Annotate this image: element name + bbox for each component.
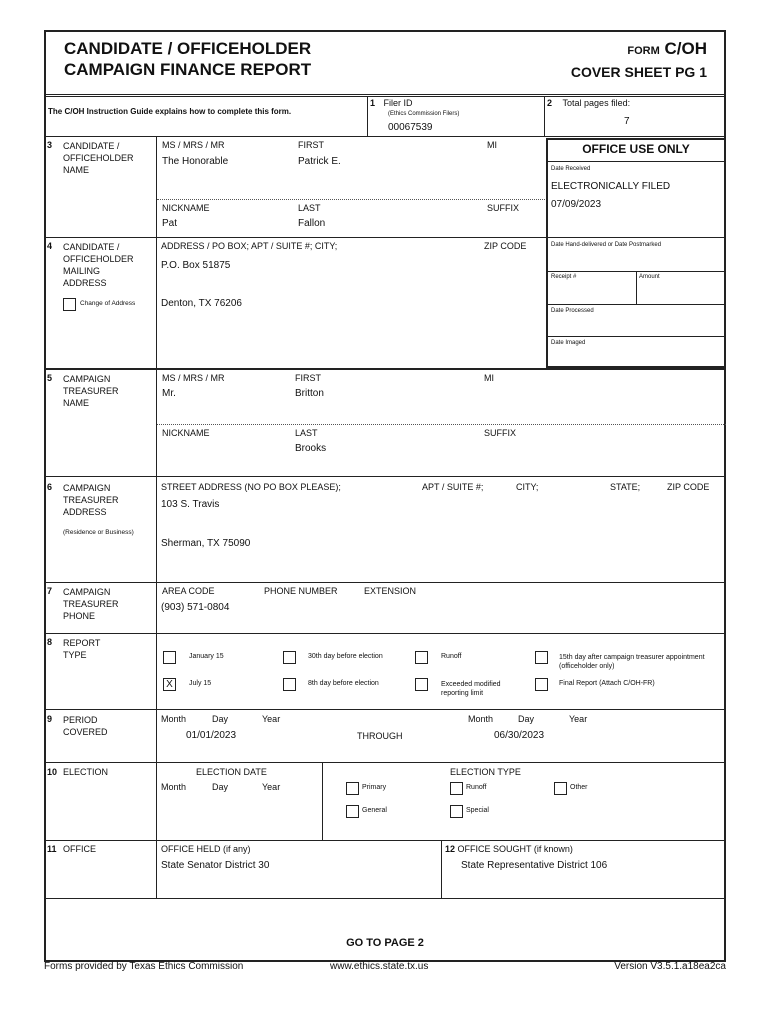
suffix-label: SUFFIX: [484, 428, 517, 438]
election-type-label: ELECTION TYPE: [450, 767, 521, 777]
divider: [44, 709, 726, 710]
mi-label: MI: [487, 140, 497, 150]
candidate-name-label: CANDIDATE / OFFICEHOLDER NAME: [63, 141, 134, 175]
divider: [544, 96, 545, 137]
receipt-label: Receipt #: [551, 274, 577, 280]
election-primary-checkbox[interactable]: [346, 782, 359, 795]
last-label: LAST: [295, 428, 318, 438]
change-of-address-label: Change of Address: [80, 300, 136, 307]
street-label: STREET ADDRESS (NO PO BOX PLEASE);: [161, 482, 341, 492]
year-label: Year: [262, 714, 281, 724]
report-type-option-label: Final Report (Attach C/OH-FR): [559, 680, 655, 687]
total-pages-value[interactable]: 7: [624, 116, 630, 127]
label-column-divider: [156, 137, 157, 898]
field-number: 3: [47, 140, 53, 150]
field-number: 6: [47, 482, 53, 492]
title-line-1: CANDIDATE / OFFICEHOLDER: [64, 39, 312, 58]
field-number: 9: [47, 714, 53, 724]
residence-business-label: (Residence or Business): [63, 529, 134, 536]
filing-status: ELECTRONICALLY FILED: [551, 181, 671, 192]
day-label: Day: [212, 714, 229, 724]
report-type-january15-checkbox[interactable]: [163, 651, 176, 664]
first-label: FIRST: [298, 140, 324, 150]
election-date-label: ELECTION DATE: [196, 767, 267, 777]
field-number: 2: [547, 98, 553, 108]
field-number: 12: [445, 844, 456, 854]
report-type-final-report-checkbox[interactable]: [535, 678, 548, 691]
filer-id-label: Filer ID: [383, 98, 413, 108]
divider: [441, 841, 442, 898]
election-other-checkbox[interactable]: [554, 782, 567, 795]
divider: [547, 161, 725, 162]
filer-id-block: [370, 98, 413, 108]
report-type-label: REPORT TYPE: [63, 638, 101, 660]
treasurer-prefix[interactable]: Mr.: [162, 388, 176, 399]
form-word: FORM: [627, 45, 660, 57]
field-number: 11: [47, 844, 57, 854]
treasurer-phone-value[interactable]: (903) 571-0804: [161, 602, 230, 613]
extension-label: EXTENSION: [364, 586, 417, 596]
divider: [547, 304, 725, 305]
divider: [44, 237, 546, 238]
election-runoff-label: Runoff: [466, 784, 487, 791]
date-received-value: 07/09/2023: [551, 199, 602, 210]
day-label: Day: [212, 782, 229, 792]
election-label: ELECTION: [63, 767, 109, 777]
change-of-address-checkbox[interactable]: [63, 298, 76, 311]
divider: [44, 840, 726, 841]
office-sought-value[interactable]: State Representative District 106: [461, 860, 608, 871]
treasurer-address-line2[interactable]: Sherman, TX 75090: [161, 538, 251, 549]
divider: [44, 633, 726, 634]
footer-version: Version V3.5.1.a18ea2ca: [614, 961, 726, 972]
office-use-box: [546, 138, 726, 368]
month-label: Month: [161, 782, 187, 792]
total-pages-block: [547, 98, 630, 108]
election-general-label: General: [362, 807, 387, 814]
filer-id-value[interactable]: 00067539: [388, 122, 433, 133]
last-label: LAST: [298, 203, 321, 213]
apt-label: APT / SUITE #;: [422, 482, 484, 492]
divider: [157, 199, 545, 200]
field-number: 7: [47, 586, 53, 596]
office-use-title: OFFICE USE ONLY: [582, 142, 690, 156]
form-code: C/OH: [664, 39, 707, 58]
cover-sheet-label: COVER SHEET PG 1: [570, 64, 707, 80]
period-from-date[interactable]: 01/01/2023: [186, 730, 237, 741]
divider: [547, 237, 725, 238]
election-runoff-checkbox[interactable]: [450, 782, 463, 795]
divider: [44, 476, 726, 477]
instructions-text: The C/OH Instruction Guide explains how to complete this form.: [48, 107, 292, 116]
month-label: Month: [161, 714, 187, 724]
phone-number-label: PHONE NUMBER: [264, 586, 338, 596]
candidate-prefix[interactable]: The Honorable: [162, 156, 229, 167]
report-type-option-label: Exceeded modified reporting limit: [441, 681, 501, 697]
amount-label: Amount: [639, 274, 660, 280]
office-sought-label: OFFICE SOUGHT (if known): [457, 844, 573, 854]
field-number: 5: [47, 373, 53, 383]
prefix-label: MS / MRS / MR: [162, 140, 225, 150]
candidate-nickname[interactable]: Pat: [162, 218, 178, 229]
office-held-value[interactable]: State Senator District 30: [161, 860, 270, 871]
day-label: Day: [518, 714, 535, 724]
treasurer-name-label: CAMPAIGN TREASURER NAME: [63, 374, 119, 408]
treasurer-last-name[interactable]: Brooks: [295, 443, 327, 454]
election-special-checkbox[interactable]: [450, 805, 463, 818]
divider: [44, 898, 726, 899]
divider: [44, 762, 726, 763]
go-to-page-2: GO TO PAGE 2: [346, 937, 424, 949]
field-number: 1: [370, 98, 376, 108]
year-label: Year: [262, 782, 281, 792]
area-code-label: AREA CODE: [162, 586, 215, 596]
state-label: STATE;: [610, 482, 641, 492]
mailing-address-line2[interactable]: Denton, TX 76206: [161, 298, 242, 309]
field-number: 8: [47, 637, 53, 647]
report-type-8th-day-checkbox[interactable]: [283, 678, 296, 691]
report-type-option-label: 30th day before election: [308, 653, 383, 660]
treasurer-first-name[interactable]: Britton: [295, 388, 324, 399]
form-title: [64, 38, 311, 80]
office-label: OFFICE: [63, 844, 96, 854]
through-label: THROUGH: [357, 731, 403, 741]
divider: [44, 94, 726, 95]
year-label: Year: [569, 714, 588, 724]
total-pages-label: Total pages filed:: [562, 98, 631, 108]
nickname-label: NICKNAME: [162, 428, 210, 438]
report-type-option-label: 8th day before election: [308, 680, 379, 687]
election-general-checkbox[interactable]: [346, 805, 359, 818]
divider: [157, 424, 726, 425]
divider: [44, 582, 726, 583]
suffix-label: SUFFIX: [487, 203, 520, 213]
candidate-last-name[interactable]: Fallon: [298, 218, 326, 229]
address-label: ADDRESS / PO BOX; APT / SUITE #; CITY;: [161, 241, 338, 251]
zip-label: ZIP CODE: [484, 241, 527, 251]
divider: [44, 96, 726, 97]
office-sought-block: [445, 844, 573, 854]
divider: [322, 763, 323, 840]
election-special-label: Special: [466, 807, 489, 814]
field-number: 4: [47, 241, 53, 251]
field-number: 10: [47, 767, 58, 777]
filer-id-sublabel: (Ethics Commission Filers): [388, 111, 460, 117]
office-held-label: OFFICE HELD (if any): [161, 844, 251, 854]
zip-label: ZIP CODE: [667, 482, 710, 492]
report-type-exceeded-limit-checkbox[interactable]: [415, 678, 428, 691]
nickname-label: NICKNAME: [162, 203, 210, 213]
mailing-address-line1[interactable]: P.O. Box 51875: [161, 260, 231, 271]
period-covered-label: PERIOD COVERED: [63, 715, 108, 737]
mi-label: MI: [484, 373, 494, 383]
footer-website[interactable]: www.ethics.state.tx.us: [330, 961, 429, 972]
divider: [44, 368, 726, 370]
divider: [636, 271, 637, 304]
report-type-15th-day-checkbox[interactable]: [535, 651, 548, 664]
divider: [367, 96, 368, 137]
date-received-label: Date Received: [551, 166, 591, 172]
date-imaged-label: Date Imaged: [551, 340, 586, 346]
hand-delivered-label: Date Hand-delivered or Date Postmarked: [551, 242, 662, 248]
report-type-30th-day-checkbox[interactable]: [283, 651, 296, 664]
period-to-date[interactable]: 06/30/2023: [494, 730, 545, 741]
city-label: CITY;: [516, 482, 539, 492]
treasurer-phone-label: CAMPAIGN TREASURER PHONE: [63, 587, 119, 621]
report-type-option-label: Runoff: [441, 653, 462, 660]
report-type-option-label: January 15: [189, 653, 224, 660]
election-other-label: Other: [570, 784, 588, 791]
mailing-address-label: CANDIDATE / OFFICEHOLDER MAILING ADDRESS: [63, 242, 134, 288]
candidate-first-name[interactable]: Patrick E.: [298, 156, 341, 167]
date-processed-label: Date Processed: [551, 308, 594, 314]
form-code-block: [571, 38, 707, 83]
treasurer-address-line1[interactable]: 103 S. Travis: [161, 499, 220, 510]
report-type-option-label: July 15: [189, 680, 212, 687]
report-type-july15-checkbox[interactable]: X: [163, 678, 176, 691]
report-type-runoff-checkbox[interactable]: [415, 651, 428, 664]
treasurer-address-label: CAMPAIGN TREASURER ADDRESS: [63, 483, 119, 517]
title-line-2: CAMPAIGN FINANCE REPORT: [64, 60, 312, 79]
prefix-label: MS / MRS / MR: [162, 373, 225, 383]
month-label: Month: [468, 714, 494, 724]
report-type-option-label: 15th day after campaign treasurer appointment (officeholder only): [559, 654, 705, 670]
divider: [44, 136, 726, 137]
footer-provider: Forms provided by Texas Ethics Commission: [44, 961, 244, 972]
first-label: FIRST: [295, 373, 321, 383]
divider: [547, 336, 725, 337]
election-primary-label: Primary: [362, 784, 387, 791]
